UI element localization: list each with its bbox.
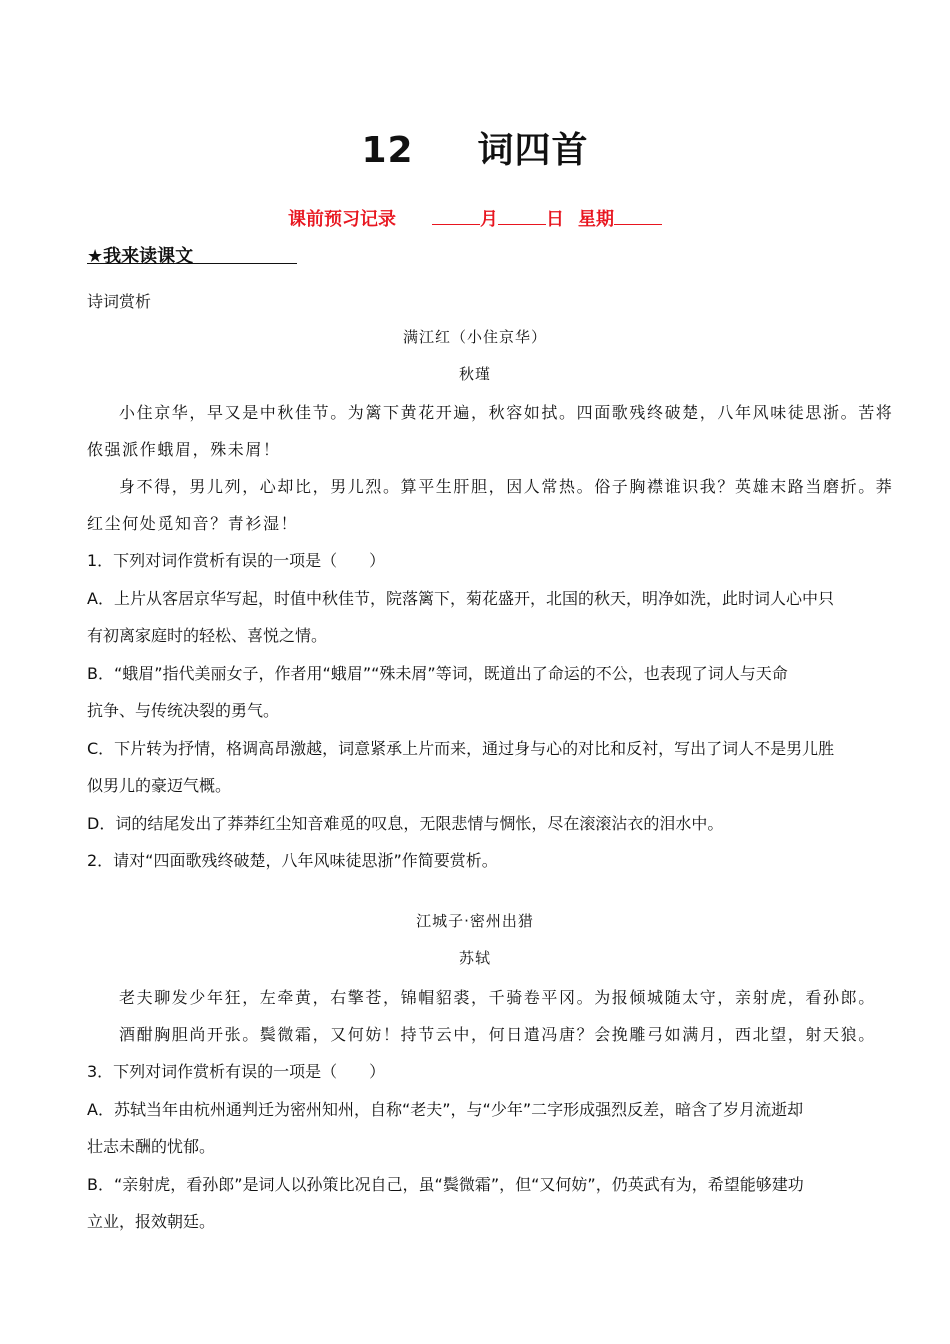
poem2-title: 江城子·密州出猎: [416, 912, 534, 930]
q3-option-b: B．“亲射虎，看孙郎”是词人以孙策比况自己，虽“鬓微霜”，但“又何妨”，仍英武有为，希望能够建功: [87, 1175, 804, 1194]
record-month: 月: [480, 209, 498, 230]
poem2-author: 苏轼: [458, 949, 491, 967]
poem1-title: 满江红（小住京华）: [402, 328, 547, 346]
week-blank[interactable]: [614, 208, 662, 225]
record-label: 课前预习记录: [288, 209, 396, 230]
lesson-number: 12: [361, 130, 414, 171]
subsection-label: 诗词赏析: [87, 292, 152, 311]
question-3: 3．下列对词作赏析有误的一项是（ ）: [87, 1062, 386, 1081]
lesson-title: 词四首: [477, 130, 589, 171]
preview-record: [0, 205, 950, 231]
poem1-line: 红尘何处觅知音？青衫湿！: [87, 514, 299, 533]
q1-option-d: D．词的结尾发出了莽莽红尘知音难觅的叹息，无限悲情与惆怅，尽在滚滚沾衣的泪水中。: [87, 814, 724, 833]
q1-option-b-cont: 抗争、与传统决裂的勇气。: [87, 701, 280, 720]
section-title: ★我来读课文: [87, 246, 194, 267]
poem1-line: 小住京华，早又是中秋佳节。为篱下黄花开遍，秋容如拭。四面歌残终破楚，八年风味徒思浙。苦将: [119, 403, 894, 422]
poem2-line: 酒酣胸胆尚开张。鬓微霜，又何妨！持节云中，何日遣冯唐？会挽雕弓如满月，西北望，射天狼。: [119, 1025, 876, 1044]
section-underline: [87, 263, 297, 264]
day-blank[interactable]: [498, 208, 546, 225]
page-title: [0, 122, 950, 173]
poem1-line: 身不得，男儿列，心却比，男儿烈。算平生肝胆，因人常热。俗子胸襟谁识我？英雄末路当磨折。莽: [119, 477, 894, 496]
question-2: 2．请对“四面歌残终破楚，八年风味徒思浙”作简要赏析。: [87, 851, 498, 870]
q3-option-b-cont: 立业，报效朝廷。: [87, 1212, 216, 1231]
q1-option-a: A．上片从客居京华写起，时值中秋佳节，院落篱下，菊花盛开，北国的秋天，明净如洗，此时词人心中只: [87, 589, 834, 608]
poem1-line: 侬强派作蛾眉，殊未屑！: [87, 440, 281, 459]
question-1: 1．下列对词作赏析有误的一项是（ ）: [87, 551, 386, 570]
record-week: 星期: [578, 209, 614, 230]
q3-option-a: A．苏轼当年由杭州通判迁为密州知州，自称“老夫”，与“少年”二字形成强烈反差，暗含了岁月流逝却: [87, 1100, 804, 1119]
q3-option-a-cont: 壮志未酬的忧郁。: [87, 1137, 216, 1156]
record-day: 日: [546, 209, 564, 230]
q1-option-b: B．“蛾眉”指代美丽女子，作者用“蛾眉”“殊未屑”等词，既道出了命运的不公，也表现了词人与天命: [87, 664, 788, 683]
month-blank[interactable]: [432, 208, 480, 225]
poem2-line: 老夫聊发少年狂，左牵黄，右擎苍，锦帽貂裘，千骑卷平冈。为报倾城随太守，亲射虎，看孙郎。: [119, 988, 876, 1007]
q1-option-c-cont: 似男儿的豪迈气概。: [87, 776, 232, 795]
q1-option-c: C．下片转为抒情，格调高昂激越，词意紧承上片而来，通过身与心的对比和反衬，写出了词人不是男儿胜: [87, 739, 835, 758]
poem1-author: 秋瑾: [458, 365, 491, 383]
q1-option-a-cont: 有初离家庭时的轻松、喜悦之情。: [87, 626, 328, 645]
